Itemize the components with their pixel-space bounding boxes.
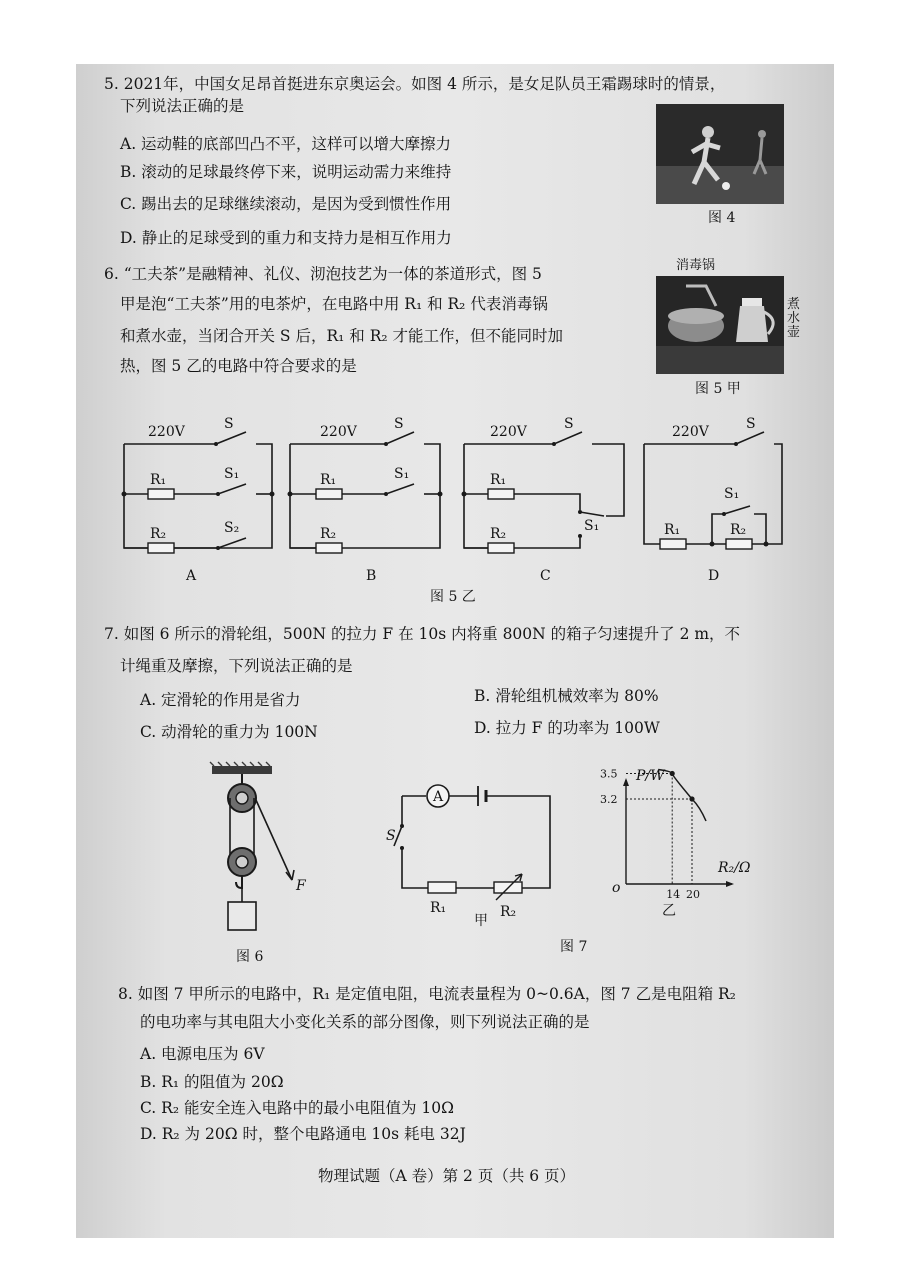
q6-stem-line3: 和煮水壶，当闭合开关 S 后，R₁ 和 R₂ 才能工作，但不能同时加 <box>120 327 564 345</box>
circuit-c-letter: C <box>540 568 551 584</box>
circuit-a-r1: R₁ <box>150 472 167 488</box>
circuit-a <box>122 416 275 584</box>
circuit-d-s1: S₁ <box>724 486 740 502</box>
data-point-0 <box>670 771 675 776</box>
q8-option-d: D. R₂ 为 20Ω 时，整个电路通电 10s 耗电 32J <box>140 1125 466 1143</box>
fig6-pulley-diagram <box>208 762 328 942</box>
fig7a-r2: R₂ <box>500 904 517 920</box>
circuit-a-letter: A <box>186 568 197 584</box>
q7-option-c: C. 动滑轮的重力为 100N <box>140 723 318 741</box>
circuit-c-switch-s: S <box>564 416 574 432</box>
q5-option-b: B. 滚动的足球最终停下来，说明运动需力来维持 <box>120 163 452 181</box>
circuit-b-s1: S₁ <box>394 466 410 482</box>
tea-kettle-icon <box>656 276 784 374</box>
circuit-c-voltage: 220V <box>490 424 527 440</box>
circuit-d-r2: R₂ <box>730 522 747 538</box>
circuit-b-voltage: 220V <box>320 424 357 440</box>
fig5b-circuits <box>76 414 834 584</box>
fig5b-caption: 图 5 乙 <box>430 589 476 605</box>
power-curve <box>658 770 706 822</box>
fig5a-label-disinfector: 消毒锅 <box>676 258 716 273</box>
q7-option-a: A. 定滑轮的作用是省力 <box>140 691 301 709</box>
circuit-d-r1: R₁ <box>664 522 681 538</box>
circuit-a-voltage: 220V <box>148 424 185 440</box>
circuit-c-r2: R₂ <box>490 526 507 542</box>
circuit-d-switch-s: S <box>746 416 756 432</box>
circuit-a-s2: S₂ <box>224 520 240 536</box>
q6-stem-line2: 甲是泡“工夫茶”用的电茶炉，在电路中用 R₁ 和 R₂ 代表消毒锅 <box>120 295 548 313</box>
circuit-b-switch-s: S <box>394 416 404 432</box>
fig7a-sub-label: 甲 <box>474 913 488 929</box>
fig4-caption: 图 4 <box>708 210 736 226</box>
q5-option-d: D. 静止的足球受到的重力和支持力是相互作用力 <box>120 229 452 247</box>
q6-stem-line4: 热，图 5 乙的电路中符合要求的是 <box>120 357 357 375</box>
q5-stem-line1: 5. 2021年，中国女足昂首挺进东京奥运会。如图 4 所示，是女足队员王霜踢球时的情景， <box>104 75 726 93</box>
y-tick-label-0: 3.5 <box>600 767 618 781</box>
q8-option-b: B. R₁ 的阻值为 20Ω <box>140 1073 284 1091</box>
fig7b-power-chart <box>596 766 776 916</box>
q7-option-b: B. 滑轮组机械效率为 80% <box>474 687 659 705</box>
q5-option-a: A. 运动鞋的底部凹凸不平，这样可以增大摩擦力 <box>120 135 452 153</box>
chart-x-label: R₂/Ω <box>718 860 751 876</box>
fig7a-r1: R₁ <box>430 900 447 916</box>
q8-stem-line2: 的电功率与其电阻大小变化关系的部分图像，则下列说法正确的是 <box>140 1013 590 1031</box>
circuit-c <box>462 416 625 584</box>
circuit-b-r2: R₂ <box>320 526 337 542</box>
circuit-c-s1: S₁ <box>584 518 600 534</box>
q8-option-a: A. 电源电压为 6V <box>140 1045 265 1063</box>
force-label: F <box>296 878 306 894</box>
circuit-b <box>288 416 443 584</box>
circuit-b-r1: R₁ <box>320 472 337 488</box>
q5-option-c: C. 踢出去的足球继续滚动，是因为受到惯性作用 <box>120 195 452 213</box>
q8-stem-line1: 8. 如图 7 甲所示的电路中，R₁ 是定值电阻，电流表量程为 0~0.6A，图 7 乙是电阻箱 R₂ <box>118 985 736 1003</box>
fig7-caption: 图 7 <box>560 939 588 955</box>
fig5a-caption: 图 5 甲 <box>695 381 741 397</box>
circuit-b-letter: B <box>366 568 377 584</box>
ceiling-mount <box>212 766 272 774</box>
fig7a-switch-label: S <box>386 828 396 844</box>
chart-origin: o <box>612 880 621 896</box>
q5-stem-line2: 下列说法正确的是 <box>120 97 245 115</box>
chart-y-label: P/W <box>636 768 665 784</box>
circuit-d-voltage: 220V <box>672 424 709 440</box>
circuit-a-s1: S₁ <box>224 466 240 482</box>
fig7a-ammeter-label: A <box>433 789 444 805</box>
hook-icon <box>236 876 242 888</box>
q7-option-d: D. 拉力 F 的功率为 100W <box>474 719 660 737</box>
soccer-player-icon <box>656 104 784 204</box>
page-footer: 物理试题（A 卷）第 2 页（共 6 页） <box>318 1167 576 1185</box>
q7-stem-line1: 7. 如图 6 所示的滑轮组，500N 的拉力 F 在 10s 内将重 800N 的箱子匀速提升了 2 m，不 <box>104 625 741 643</box>
x-tick-label-1: 20 <box>686 888 700 901</box>
exam-page <box>76 64 834 1238</box>
fig5a-tea-stove-photo <box>656 276 784 374</box>
q7-stem-line2: 计绳重及摩擦，下列说法正确的是 <box>120 657 353 675</box>
q6-stem-line1: 6. “工夫茶”是融精神、礼仪、沏泡技艺为一体的茶道形式，图 5 <box>104 265 542 283</box>
fig5a-label-kettle: 煮水壶 <box>787 297 801 340</box>
x-tick-label-0: 14 <box>666 888 681 901</box>
y-tick-label-1: 3.2 <box>600 793 618 806</box>
fig7a-circuit <box>386 776 566 926</box>
circuit-d <box>644 416 782 584</box>
fig6-caption: 图 6 <box>236 949 264 965</box>
circuit-d-letter: D <box>708 568 720 584</box>
data-point-1 <box>689 796 694 801</box>
circuit-a-r2: R₂ <box>150 526 167 542</box>
fig4-soccer-photo <box>656 104 784 204</box>
box-load <box>228 902 256 930</box>
circuit-a-switch-s: S <box>224 416 234 432</box>
circuit-c-r1: R₁ <box>490 472 507 488</box>
q8-option-c: C. R₂ 能安全连入电路中的最小电阻值为 10Ω <box>140 1099 454 1117</box>
fig7b-sub-label: 乙 <box>662 903 676 919</box>
